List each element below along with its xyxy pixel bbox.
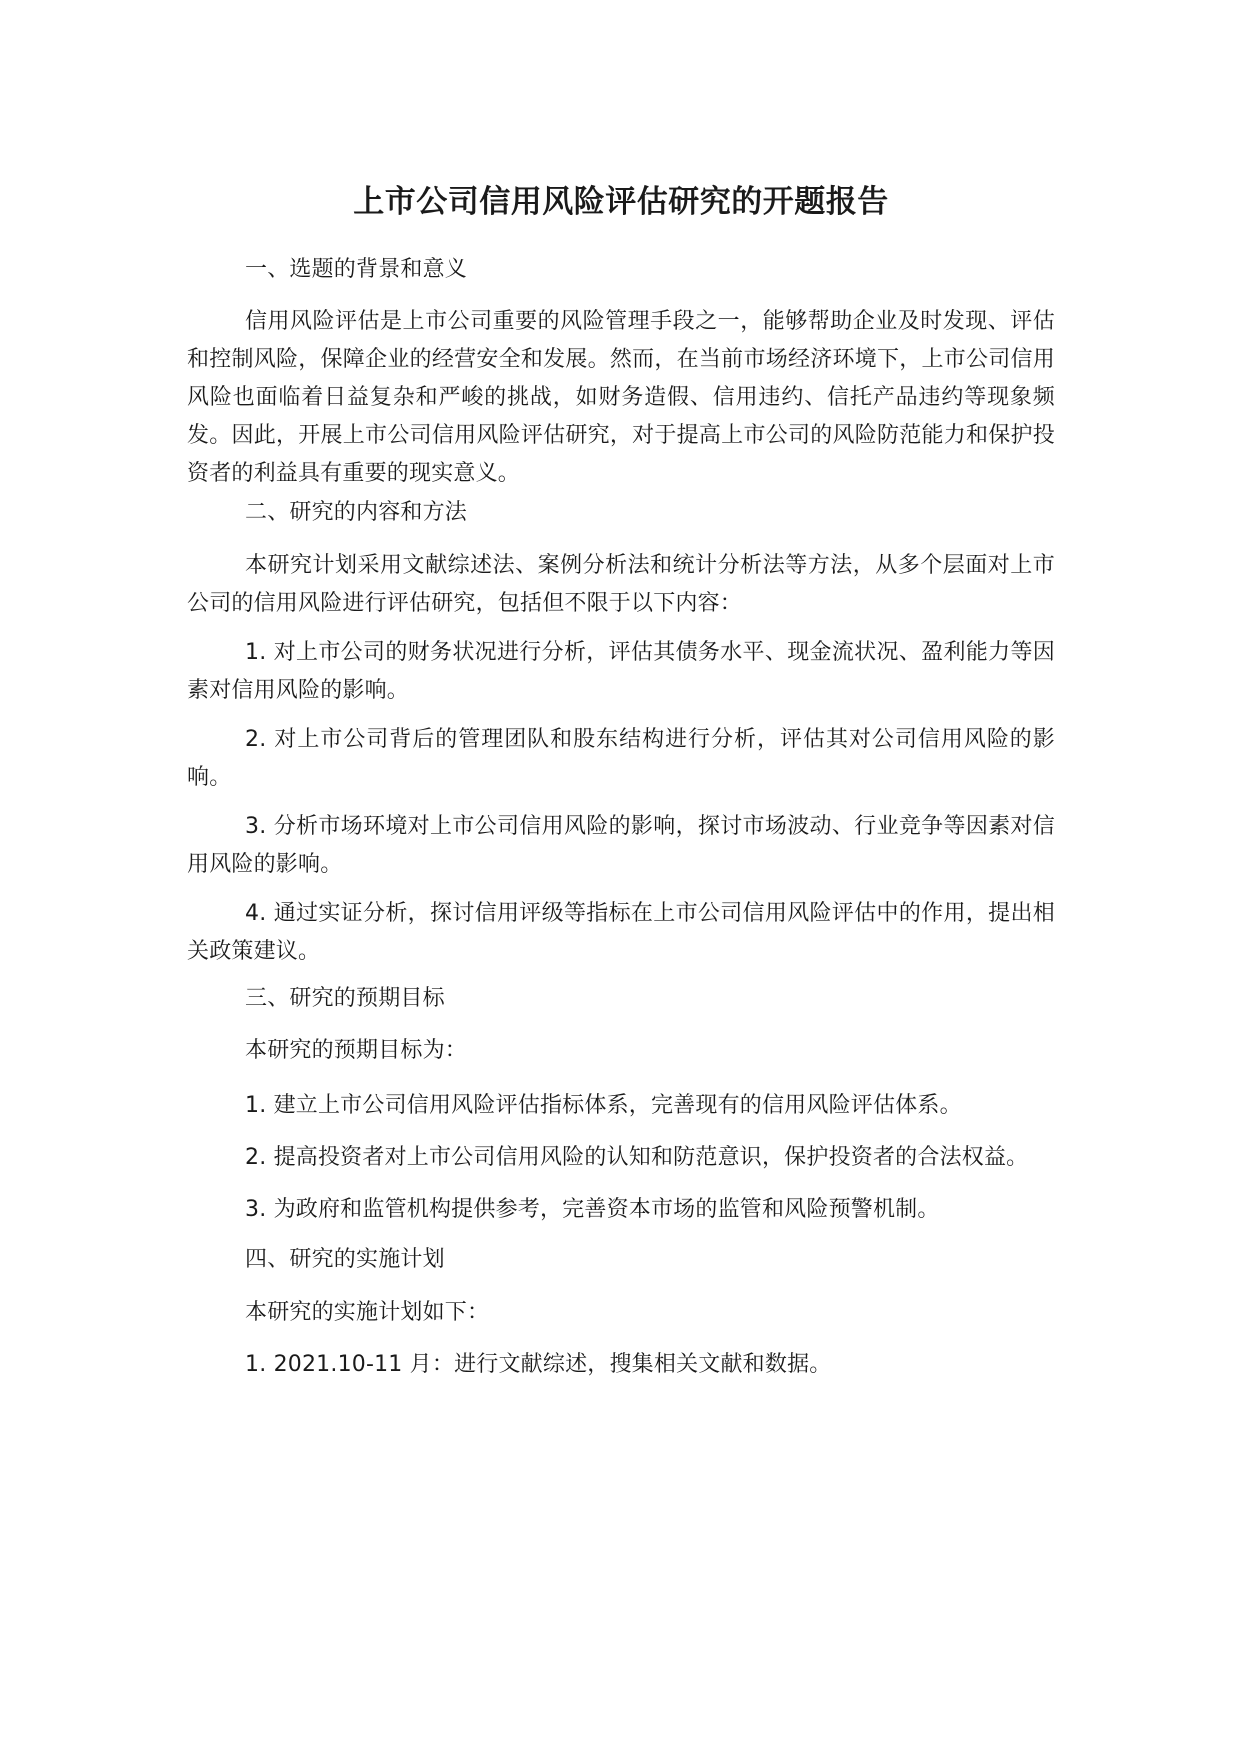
document-title: 上市公司信用风险评估研究的开题报告: [353, 184, 889, 220]
content-item-1: 1. 对上市公司的财务状况进行分析，评估其债务水平、现金流状况、盈利能力等因素对信用风险的影响。: [187, 640, 1055, 703]
goal-item-1: 1. 建立上市公司信用风险评估指标体系，完善现有的信用风险评估体系。: [245, 1093, 962, 1118]
section-heading-goals: 三、研究的预期目标: [245, 986, 445, 1011]
section-heading-content-methods: 二、研究的内容和方法: [245, 500, 468, 525]
paragraph-goals: 本研究的预期目标为：: [245, 1038, 468, 1063]
content-item-3: 3. 分析市场环境对上市公司信用风险的影响，探讨市场波动、行业竞争等因素对信用风险的影响。: [187, 814, 1055, 877]
paragraph-content-methods: 本研究计划采用文献综述法、案例分析法和统计分析法等方法，从多个层面对上市公司的信用风险进行评估研究，包括但不限于以下内容：: [187, 553, 1055, 616]
goal-item-2: 2. 提高投资者对上市公司信用风险的认知和防范意识，保护投资者的合法权益。: [245, 1145, 1029, 1170]
plan-item-1: 1. 2021.10-11 月：进行文献综述，搜集相关文献和数据。: [245, 1352, 832, 1377]
paragraph-plan: 本研究的实施计划如下：: [245, 1300, 490, 1325]
section-heading-background: 一、选题的背景和意义: [245, 257, 468, 282]
paragraph-background: 信用风险评估是上市公司重要的风险管理手段之一，能够帮助企业及时发现、评估和控制风险，保障企业的经营安全和发展。然而，在当前市场经济环境下，上市公司信用风险也面临着日益复杂和严峻的挑战，如财务造假、信用违约、信托产品违约等现象频发。因此，开展上市公司信用风险评估研究，对于提高上市公司的风险防范能力和保护投资者的利益具有重要的现实意义。: [187, 309, 1055, 486]
content-item-4: 4. 通过实证分析，探讨信用评级等指标在上市公司信用风险评估中的作用，提出相关政策建议。: [187, 901, 1055, 964]
section-heading-plan: 四、研究的实施计划: [245, 1247, 445, 1272]
content-item-2: 2. 对上市公司背后的管理团队和股东结构进行分析，评估其对公司信用风险的影响。: [187, 727, 1055, 790]
goal-item-3: 3. 为政府和监管机构提供参考，完善资本市场的监管和风险预警机制。: [245, 1197, 940, 1222]
